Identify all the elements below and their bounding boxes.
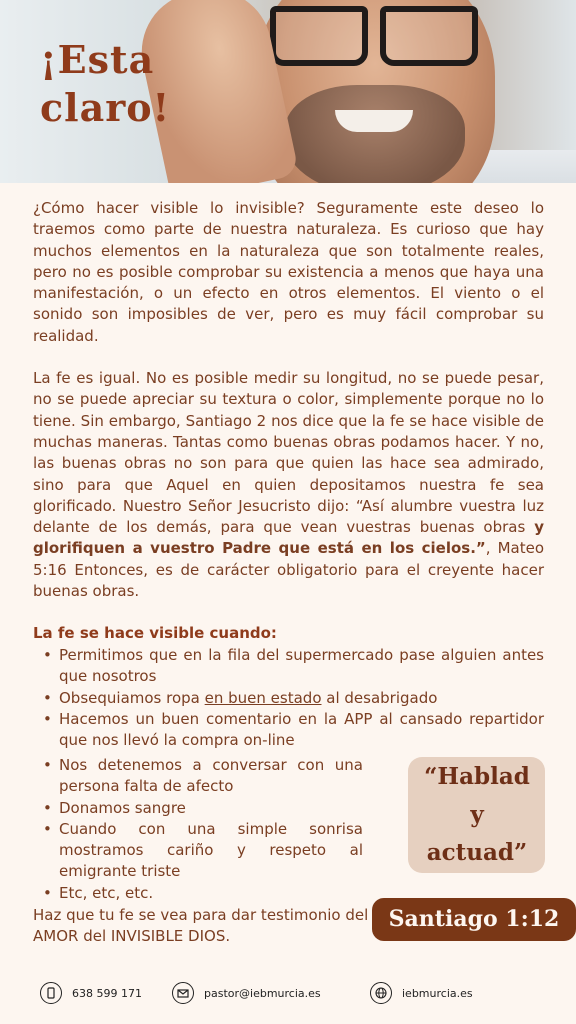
list-heading: La fe se hace visible cuando: [33,624,277,642]
quote-line-3: actuad” [426,839,528,866]
website-url: iebmurcia.es [402,986,473,1000]
paragraph-2-part-1: La fe es igual. No es posible medir su longitud, no se puede pesar, no se puede apreciar su textura o color, simplemente porque no lo tiene. Sin embargo, Santiago 2 nos dice que la fe se hace visible de muchas maneras. Tantas como buenas obras podamos hacer. Y no, las buenas obras no son para que quien las hace sea admirado, sino para que Aquel en quien depositamos nuestra fe sea glorificado. Nuestro Señor Jesucristo dijo: “Así alumbre vuestra luz delante de los demás, para que vean vuestras buenas obras [33,369,544,537]
phone-number: 638 599 171 [72,986,142,1000]
email-address: pastor@iebmurcia.es [204,986,321,1000]
scripture-reference-badge: Santiago 1:12 [372,898,576,941]
list-item: • Obsequiamos ropa en buen estado al desabrigado [33,688,544,709]
title-line-1: ¡Esta [40,37,155,82]
faith-list-bottom [33,755,363,904]
faith-list-top [33,645,544,751]
closing-text: Haz que tu fe se vea para dar testimonio del AMOR del INVISIBLE DIOS. [33,906,369,946]
quote-text [402,758,552,872]
website-contact[interactable] [370,982,473,1004]
paragraph-1: ¿Cómo hacer visible lo invisible? Seguramente este deseo lo traemos como parte de nuestra naturaleza. Es curioso que hay muchos elementos en la naturaleza que son totalmente reales, pero no es posible comprobar su existencia a menos que haya una manifestación, o un efecto en otros elementos. El viento o el sonido son imposibles de ver, pero es muy fácil comprobar su realidad. [33,199,544,345]
paragraph-2 [33,368,544,602]
article-body [33,198,544,623]
mail-icon [172,982,194,1004]
globe-icon [370,982,392,1004]
paragraph-2-part-2: , Mateo 5:16 Entonces, es de carácter obligatorio para el creyente hacer buenas obras. [33,539,545,601]
list-item: • Permitimos que en la fila del supermercado pase alguien antes que nosotros [33,645,544,688]
list-item: • Hacemos un buen comentario en la APP al cansado repartidor que nos llevó la compra on-line [33,709,544,752]
footer-contacts [0,982,576,1010]
list-item: • Cuando con una simple sonrisa mostramos cariño y respeto al emigrante triste [33,819,363,883]
list-item: • Donamos sangre [33,798,363,819]
list-item: • Etc, etc, etc. [33,883,363,904]
glasses-icon [270,6,470,56]
paragraph-2-bold: y glorifiquen a vuestro Padre que está en los cielos.” [33,518,544,558]
underlined-phrase: en buen estado [204,688,322,707]
list-item: • Nos detenemos a conversar con una persona falta de afecto [33,755,363,798]
page-title [40,36,240,132]
hero-smile [335,110,413,132]
quote-line-1: “Hablad [424,763,530,790]
hero-beard [285,85,465,183]
phone-contact[interactable] [40,982,142,1004]
title-line-2: claro! [40,85,171,130]
phone-icon [40,982,62,1004]
quote-line-2: y [470,801,484,828]
email-contact[interactable] [172,982,321,1004]
